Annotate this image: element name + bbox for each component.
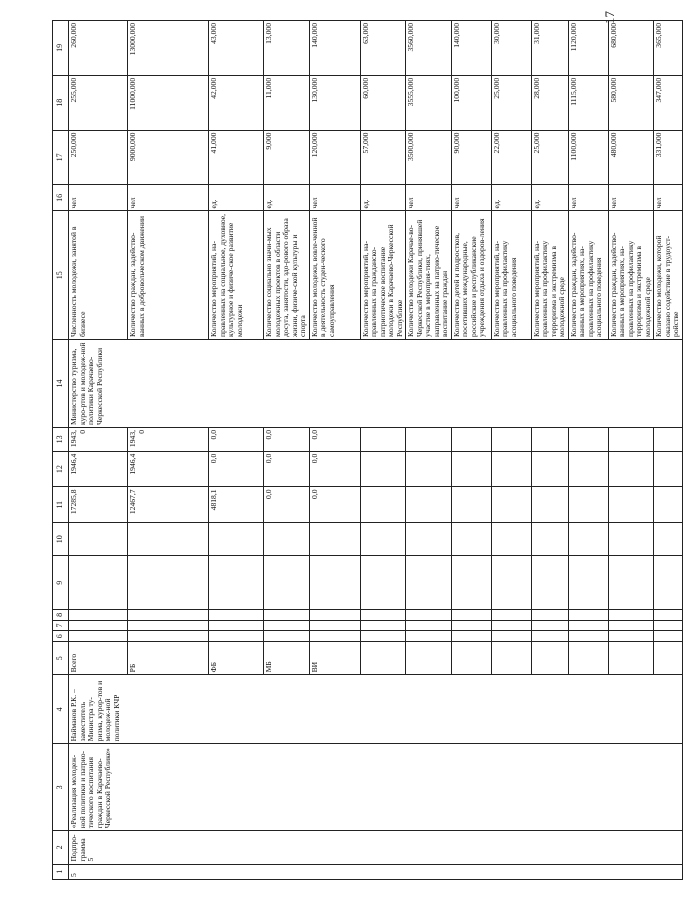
column-number: 12: [53, 451, 69, 487]
indicator-value-18: 100,000: [451, 75, 491, 130]
column-number: 2: [53, 831, 69, 864]
empty-cell: [360, 487, 406, 523]
indicator-value-17: 3500,000: [406, 130, 452, 185]
empty-cell: [491, 427, 531, 451]
empty-cell: [491, 556, 531, 610]
indicator-value-18: 60,000: [360, 75, 406, 130]
column-number-row: [53, 21, 69, 880]
empty-cell: [209, 556, 264, 610]
indicator-unit: чел: [568, 185, 608, 211]
column-number: 10: [53, 523, 69, 556]
indicator-value-17: 9000,000: [128, 130, 209, 185]
indicator-unit: чел: [128, 185, 209, 211]
indicator-value-19: 31,000: [531, 21, 568, 76]
indicator-value-19: 680,000: [608, 21, 654, 76]
indicator-value-17: 9,000: [264, 130, 310, 185]
indicator-text: Количество детей и подростков, посетивших международные, российские и республиканские учреждения отдыха и оздоров-ления: [451, 211, 491, 339]
funding-col13: 1943,0: [128, 427, 209, 451]
empty-cell: [209, 631, 264, 642]
empty-cell: [309, 609, 360, 620]
column-number: 13: [53, 427, 69, 451]
column-number: 14: [53, 339, 69, 427]
indicator-text: Количество молодежи, вовле-ченной в деятельность студен-ческого самоуправления: [309, 211, 360, 339]
empty-cell: [360, 556, 406, 610]
empty-cell: [264, 523, 310, 556]
program-number: 5: [69, 864, 683, 879]
indicator-text: Количество молодежи Карачае-во-Черкесской Республики, принявшей участие в мероприя-тиях, направленных на патрио-тическое воспитание граждан: [406, 211, 452, 339]
empty-cell: [209, 523, 264, 556]
empty-cell: [654, 523, 683, 556]
empty-cell: [309, 620, 360, 631]
empty-cell: [531, 487, 568, 523]
empty-cell: [531, 631, 568, 642]
column-number: 7: [53, 620, 69, 631]
rotated-table-page: [52, 20, 680, 880]
empty-cell: [451, 620, 491, 631]
empty-cell: [654, 427, 683, 451]
indicator-value-19: 1120,000: [568, 21, 608, 76]
empty-cell: [360, 609, 406, 620]
column-number: 16: [53, 185, 69, 211]
indicator-value-17: 1100,000: [568, 130, 608, 185]
indicator-value-17: 331,000: [654, 130, 683, 185]
empty-cell: [608, 451, 654, 487]
empty-cell: [654, 556, 683, 610]
empty-cell: [309, 631, 360, 642]
empty-cell: [608, 556, 654, 610]
indicator-value-18: 130,000: [309, 75, 360, 130]
funding-col11: 17285,8: [69, 487, 128, 523]
indicator-unit: чел: [608, 185, 654, 211]
empty-cell: [406, 609, 452, 620]
funding-col12: 0,0: [309, 451, 360, 487]
empty-cell: [69, 631, 128, 642]
column-number: 19: [53, 21, 69, 76]
indicator-text: Количество граждан, задейство-ванных в добровольческом движении: [128, 211, 209, 339]
empty-cell: [491, 487, 531, 523]
indicator-unit: чел: [451, 185, 491, 211]
indicator-text: Численность молодежи, занятой в бизнесе: [69, 211, 128, 339]
empty-cell: [360, 427, 406, 451]
empty-cell: [209, 609, 264, 620]
indicator-value-19: 3560,000: [406, 21, 452, 76]
empty-cell: [568, 556, 608, 610]
empty-cell: [451, 487, 491, 523]
indicator-value-19: 260,000: [69, 21, 128, 76]
column-number: 9: [53, 556, 69, 610]
empty-cell: [128, 620, 209, 631]
empty-cell: [451, 523, 491, 556]
indicator-unit: ед.: [264, 185, 310, 211]
indicator-value-17: 25,000: [531, 130, 568, 185]
indicator-value-19: 13000,000: [128, 21, 209, 76]
empty-cell: [654, 609, 683, 620]
indicator-text: Количество граждан, задейство-ванных в мероприятиях, на-правленных на профилактику асоциального поведения: [568, 211, 608, 339]
indicator-value-18: 580,000: [608, 75, 654, 130]
empty-cell: [531, 451, 568, 487]
funding-col12: 1946,4: [128, 451, 209, 487]
empty-cell: [451, 642, 491, 675]
indicator-value-18: 25,000: [491, 75, 531, 130]
responsible-body: Министерство туризма, куро-ртов и молодеж-ной политики Карачаево-Черкесской Республики: [69, 339, 683, 427]
funding-col12: 0,0: [209, 451, 264, 487]
empty-cell: [654, 487, 683, 523]
indicator-value-17: 22,000: [491, 130, 531, 185]
empty-cell: [568, 620, 608, 631]
empty-cell: [451, 427, 491, 451]
empty-cell: [608, 631, 654, 642]
indicator-value-17: 90,000: [451, 130, 491, 185]
indicator-value-17: 120,000: [309, 130, 360, 185]
empty-cell: [491, 642, 531, 675]
indicator-unit: ед.: [491, 185, 531, 211]
indicator-value-17: 57,000: [360, 130, 406, 185]
empty-cell: [568, 609, 608, 620]
indicator-text: Количество мероприятий, на-правленных на профилактику асоциального поведения: [491, 211, 531, 339]
column-number: 11: [53, 487, 69, 523]
indicator-value-17: 41,000: [209, 130, 264, 185]
funding-col13: 0,0: [209, 427, 264, 451]
indicator-value-17: 480,000: [608, 130, 654, 185]
indicator-value-19: 13,000: [264, 21, 310, 76]
empty-cell: [491, 523, 531, 556]
indicator-unit: ед.: [209, 185, 264, 211]
empty-cell: [568, 427, 608, 451]
empty-cell: [654, 631, 683, 642]
program-table: [52, 20, 683, 880]
empty-cell: [209, 620, 264, 631]
empty-cell: [531, 523, 568, 556]
funding-source: Всего: [69, 642, 128, 675]
empty-cell: [568, 642, 608, 675]
empty-cell: [531, 556, 568, 610]
funding-col11: 12467,7: [128, 487, 209, 523]
empty-cell: [360, 451, 406, 487]
subprogram-label: Подпро-грамма 5: [69, 831, 683, 864]
empty-cell: [654, 620, 683, 631]
column-number: 1: [53, 864, 69, 879]
empty-cell: [531, 620, 568, 631]
empty-cell: [128, 556, 209, 610]
funding-col12: 0,0: [264, 451, 310, 487]
funding-col13: 0,0: [264, 427, 310, 451]
empty-cell: [654, 451, 683, 487]
indicator-unit: ед.: [531, 185, 568, 211]
empty-cell: [128, 523, 209, 556]
empty-cell: [568, 451, 608, 487]
empty-cell: [608, 642, 654, 675]
indicator-value-19: 43,000: [209, 21, 264, 76]
empty-cell: [451, 451, 491, 487]
empty-cell: [360, 642, 406, 675]
empty-cell: [406, 451, 452, 487]
empty-cell: [608, 487, 654, 523]
indicator-value-19: 30,000: [491, 21, 531, 76]
funding-col12: 1946,4: [69, 451, 128, 487]
empty-cell: [406, 427, 452, 451]
funding-col11: 0,0: [264, 487, 310, 523]
indicator-unit: чел: [654, 185, 683, 211]
empty-cell: [451, 556, 491, 610]
indicator-value-19: 63,000: [360, 21, 406, 76]
column-number: 6: [53, 631, 69, 642]
empty-cell: [491, 620, 531, 631]
indicator-value-18: 1115,000: [568, 75, 608, 130]
funding-source: МБ: [264, 642, 310, 675]
empty-cell: [531, 427, 568, 451]
empty-cell: [69, 556, 128, 610]
empty-cell: [264, 609, 310, 620]
empty-cell: [264, 620, 310, 631]
indicator-value-17: 250,000: [69, 130, 128, 185]
column-number: 5: [53, 642, 69, 675]
column-number: 8: [53, 609, 69, 620]
empty-cell: [406, 523, 452, 556]
empty-cell: [451, 609, 491, 620]
indicator-value-18: 42,000: [209, 75, 264, 130]
program-title: «Реализация молодеж-ной политики и патрио-тического воспитания граждан в Карачаево-Черкесской Республике»: [69, 744, 683, 831]
indicator-value-19: 140,000: [451, 21, 491, 76]
empty-cell: [531, 642, 568, 675]
funding-source: ФБ: [209, 642, 264, 675]
indicator-text: Количество мероприятий, на-правленных на социальное, духовное, культурное и физиче-ское развитие молодежи: [209, 211, 264, 339]
empty-cell: [608, 609, 654, 620]
page-number: 17: [602, 11, 617, 24]
indicator-value-19: 365,000: [654, 21, 683, 76]
table-row: [69, 21, 128, 880]
column-number: 17: [53, 130, 69, 185]
empty-cell: [568, 523, 608, 556]
indicator-text: Количество мероприятий, на-правленных на гражданско-патриотическое воспитание молодежи в Карачаево-Черкесской Республике: [360, 211, 406, 339]
program-executor: Найманов Р.К. – заместитель Министра ту-ризма, курор-тов и молодеж-ной политики КЧР: [69, 675, 683, 744]
funding-source: ВИ: [309, 642, 360, 675]
empty-cell: [309, 556, 360, 610]
empty-cell: [406, 631, 452, 642]
empty-cell: [69, 609, 128, 620]
indicator-value-18: 28,000: [531, 75, 568, 130]
empty-cell: [491, 451, 531, 487]
empty-cell: [406, 487, 452, 523]
empty-cell: [406, 556, 452, 610]
column-number: 18: [53, 75, 69, 130]
empty-cell: [608, 620, 654, 631]
empty-cell: [69, 523, 128, 556]
funding-col11: 0,0: [309, 487, 360, 523]
indicator-value-18: 255,000: [69, 75, 128, 130]
indicator-unit: чел: [69, 185, 128, 211]
funding-col13: 0,0: [309, 427, 360, 451]
column-number: 3: [53, 744, 69, 831]
indicator-text: Количество граждан, задейство-ванных в мероприятиях, на-правленных на профилактику терроризма и экстремизма в молодежной среде: [608, 211, 654, 339]
empty-cell: [451, 631, 491, 642]
indicator-value-18: 347,000: [654, 75, 683, 130]
column-number: 15: [53, 211, 69, 339]
indicator-text: Количество социально значи-мых молодежных проектов в области досуга, занятости, здо-рового образа жизни, физиче-ской культуры и спорта: [264, 211, 310, 339]
empty-cell: [264, 631, 310, 642]
empty-cell: [360, 620, 406, 631]
empty-cell: [360, 523, 406, 556]
indicator-value-19: 140,000: [309, 21, 360, 76]
empty-cell: [406, 620, 452, 631]
empty-cell: [309, 523, 360, 556]
indicator-text: Количество молодежи, которой оказано содействие в трудоуст-ройстве: [654, 211, 683, 339]
empty-cell: [608, 523, 654, 556]
empty-cell: [360, 631, 406, 642]
empty-cell: [568, 487, 608, 523]
column-number: 4: [53, 675, 69, 744]
empty-cell: [491, 609, 531, 620]
empty-cell: [568, 631, 608, 642]
indicator-value-18: 11,000: [264, 75, 310, 130]
funding-col11: 4818,1: [209, 487, 264, 523]
empty-cell: [654, 642, 683, 675]
empty-cell: [406, 642, 452, 675]
indicator-text: Количество мероприятий, на-правленных на профилактику терроризма и экстремизма в молодежной среде: [531, 211, 568, 339]
empty-cell: [128, 631, 209, 642]
indicator-unit: ед.: [360, 185, 406, 211]
indicator-value-18: 11000,000: [128, 75, 209, 130]
funding-source: РБ: [128, 642, 209, 675]
empty-cell: [608, 427, 654, 451]
indicator-unit: чел: [309, 185, 360, 211]
indicator-value-18: 3555,000: [406, 75, 452, 130]
empty-cell: [531, 609, 568, 620]
funding-col13: 1943,0: [69, 427, 128, 451]
indicator-unit: чел: [406, 185, 452, 211]
empty-cell: [128, 609, 209, 620]
empty-cell: [69, 620, 128, 631]
empty-cell: [491, 631, 531, 642]
empty-cell: [264, 556, 310, 610]
